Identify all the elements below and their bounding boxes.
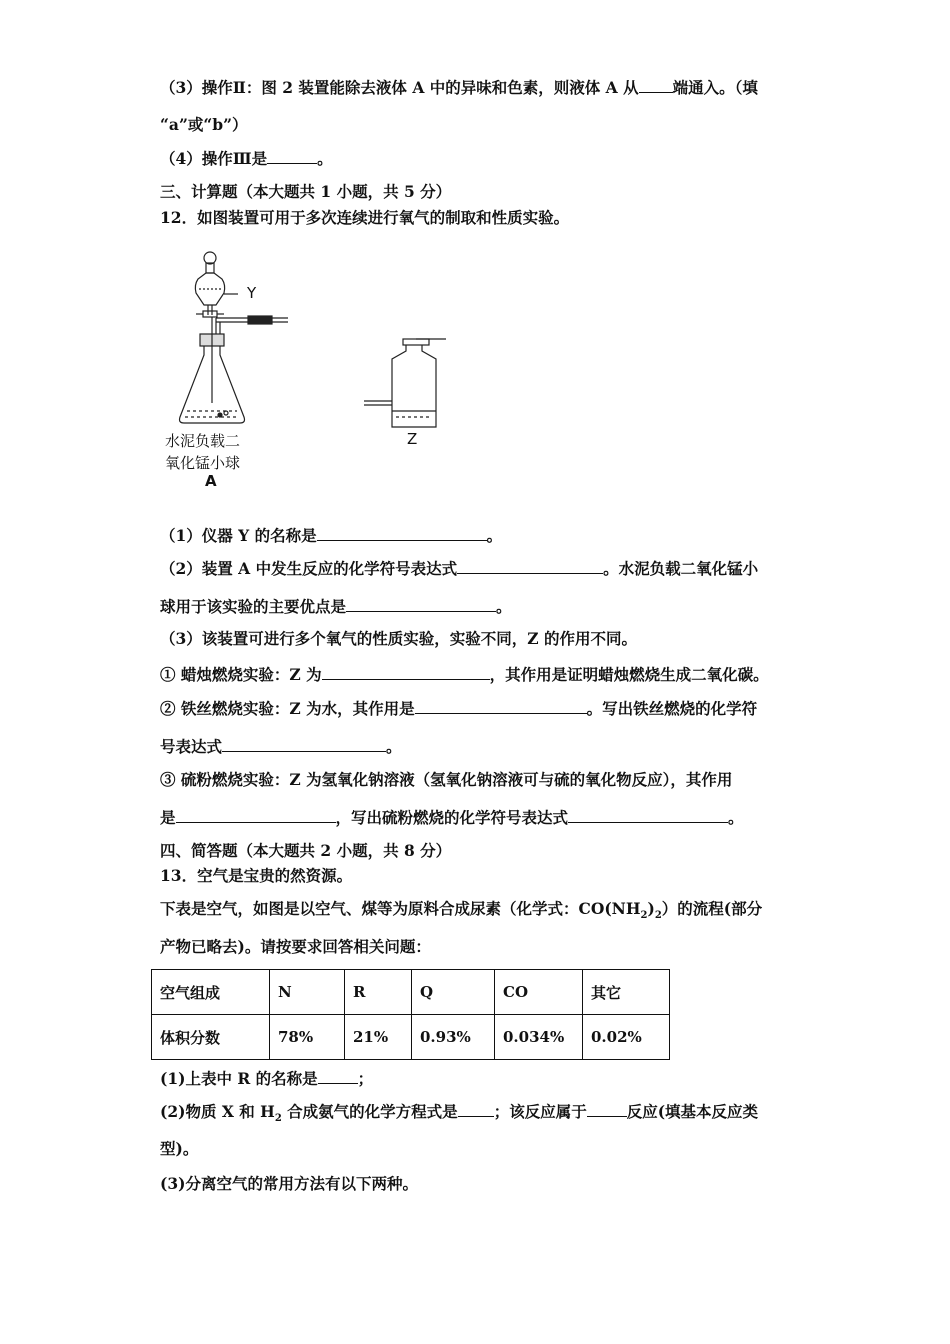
separatory-funnel-y (195, 252, 238, 317)
answer-blank[interactable] (322, 664, 490, 680)
q12-2b: 球用于该实验的主要优点是 。 (160, 597, 512, 616)
q12-3-sulfur-b: 是 ，写出硫粉燃烧的化学符号表达式 。 (160, 808, 744, 827)
q13-intro: 下表是空气，如图是以空气、煤等为原料合成尿素（化学式：$CO(NH_2)_2$）的流程(部分 (160, 899, 763, 922)
label-y: Y (247, 284, 257, 302)
figure-caption-2: 氧化锰小球 (165, 454, 241, 472)
table-cell: N (270, 970, 345, 1015)
answer-blank[interactable] (568, 807, 728, 823)
answer-blank[interactable] (318, 1068, 358, 1084)
table-cell: CO (495, 970, 583, 1015)
q3-operation-2: （3）操作Ⅱ：图 2 装置能除去液体 A 中的异味和色素，则液体 A 从 端通入。（填 (160, 78, 758, 97)
q12-stem: 12．如图装置可用于多次连续进行氧气的制取和性质实验。 (160, 208, 570, 227)
q4-operation-3: （4）操作Ⅲ是 。 (160, 149, 333, 168)
answer-blank[interactable] (639, 77, 673, 93)
table-cell: 78% (270, 1015, 345, 1060)
table-header-row (152, 970, 670, 1015)
table-row (152, 1015, 670, 1060)
answer-blank[interactable] (458, 1101, 494, 1117)
answer-blank[interactable] (267, 148, 317, 164)
q13-1: (1)上表中 R 的名称是 ； (160, 1069, 374, 1088)
q12-3-candle: ① 蜡烛燃烧实验：Z 为 ，其作用是证明蜡烛燃烧生成二氧化碳。 (160, 665, 769, 684)
table-cell: 0.02% (583, 1015, 670, 1060)
answer-blank[interactable] (222, 736, 386, 752)
table-cell: 0.034% (495, 1015, 583, 1060)
q13-stem: 13．空气是宝贵的然资源。 (160, 866, 353, 885)
side-tube (216, 316, 288, 340)
table-cell: 空气组成 (152, 970, 270, 1015)
q13-2b: 型)。 (160, 1139, 199, 1158)
answer-blank[interactable] (176, 807, 336, 823)
table-cell: Q (412, 970, 495, 1015)
q12-3: （3）该装置可进行多个氧气的性质实验，实验不同，Z 的作用不同。 (160, 629, 637, 648)
answer-blank[interactable] (415, 698, 587, 714)
table-cell: 其它 (583, 970, 670, 1015)
label-a: A (205, 472, 217, 490)
q12-2: （2）装置 A 中发生反应的化学符号表达式 。水泥负载二氧化锰小 (160, 559, 759, 578)
air-composition-table (151, 969, 670, 1060)
q13-3: (3)分离空气的常用方法有以下两种。 (160, 1174, 418, 1193)
answer-blank[interactable] (346, 596, 496, 612)
q13-2: (2)物质 X 和 $H_2$ 合成氨气的化学方程式是 ；该反应属于 反应(填基本反应类 (160, 1102, 759, 1125)
gas-bottle-z (364, 339, 446, 427)
q13-intro-2: 产物已略去)。请按要求回答相关问题： (160, 937, 431, 956)
table-cell: 体积分数 (152, 1015, 270, 1060)
answer-blank[interactable] (457, 558, 603, 574)
q12-3-sulfur: ③ 硫粉燃烧实验：Z 为氢氧化钠溶液（氢氧化钠溶液可与硫的氧化物反应），其作用 (160, 770, 733, 789)
q12-3-iron: ② 铁丝燃烧实验：Z 为水，其作用是 。写出铁丝燃烧的化学符 (160, 699, 758, 718)
conical-flask-a (180, 317, 245, 423)
label-z: Z (407, 430, 418, 448)
section-3-heading: 三、计算题（本大题共 1 小题，共 5 分） (160, 182, 452, 201)
answer-blank[interactable] (317, 525, 487, 541)
table-cell: R (345, 970, 412, 1015)
answer-blank[interactable] (587, 1101, 627, 1117)
section-4-heading: 四、简答题（本大题共 2 小题，共 8 分） (160, 841, 452, 860)
table-cell: 21% (345, 1015, 412, 1060)
figure-caption-1: 水泥负载二 (165, 432, 241, 450)
q12-1: （1）仪器 Y 的名称是 。 (160, 526, 503, 545)
q3-operation-2-cont: “a”或“b”） (160, 115, 248, 134)
q12-3-iron-b: 号表达式 。 (160, 737, 402, 756)
table-cell: 0.93% (412, 1015, 495, 1060)
